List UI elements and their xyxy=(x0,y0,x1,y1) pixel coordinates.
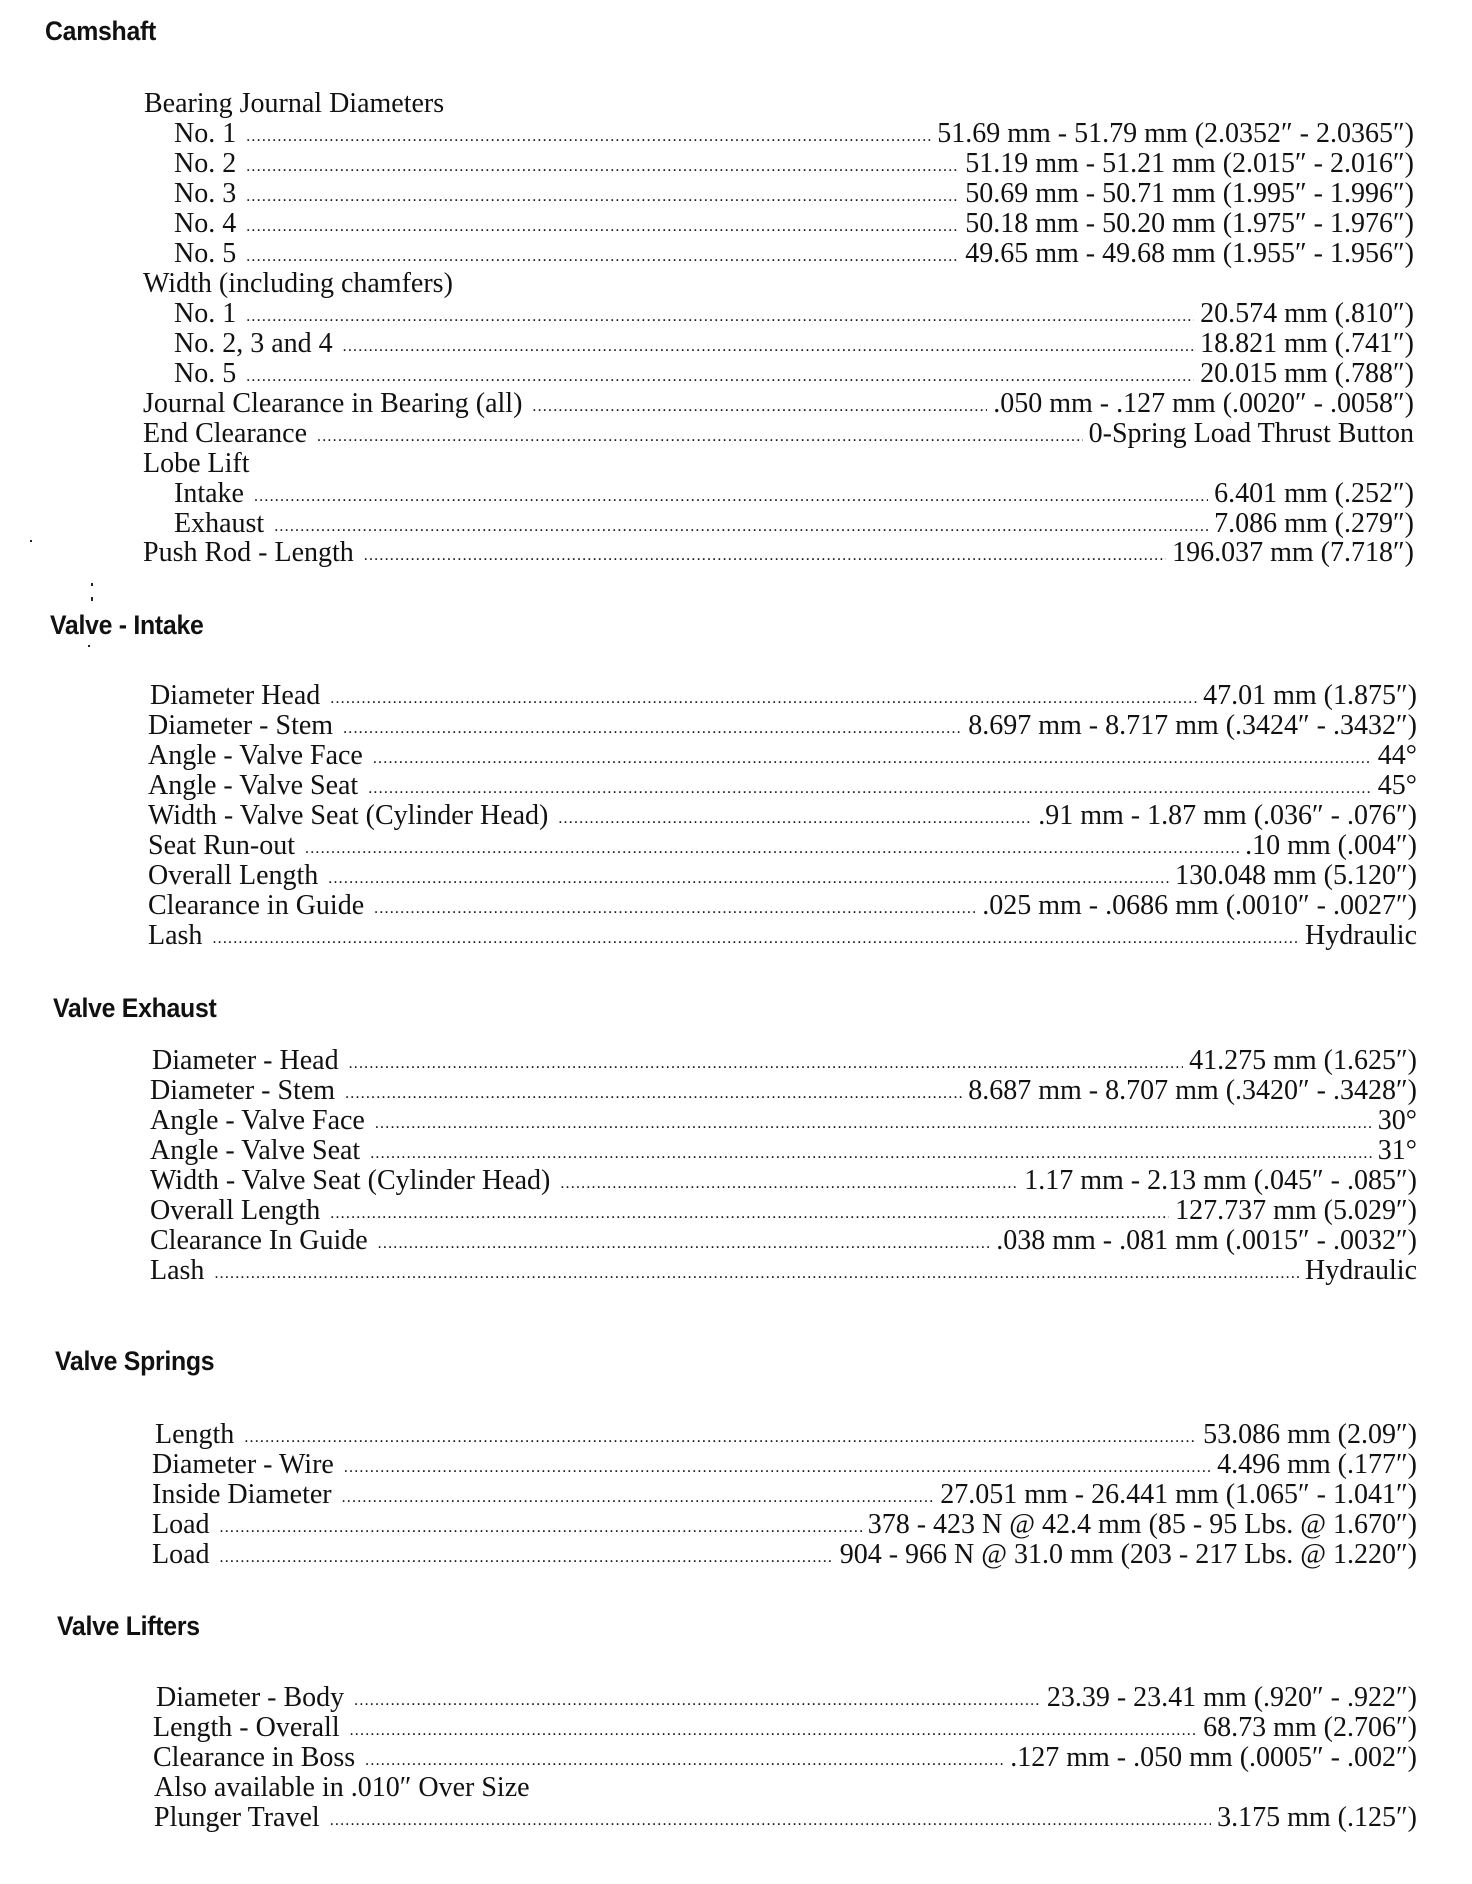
spec-row-intake-seat-runout xyxy=(148,831,1417,861)
spec-value: 31° xyxy=(1377,1135,1417,1166)
spec-value: 27.051 mm - 26.441 mm (1.065″ - 1.041″) xyxy=(940,1479,1417,1510)
spec-label: No. 1 xyxy=(174,298,237,329)
spec-value: 49.65 mm - 49.68 mm (1.955″ - 1.956″) xyxy=(965,238,1414,269)
dot-leader xyxy=(342,1483,935,1513)
spec-row-end-clearance xyxy=(143,419,1414,449)
dot-leader xyxy=(378,1229,991,1259)
spec-value: 68.73 mm (2.706″) xyxy=(1203,1712,1417,1743)
spec-row-springs-length xyxy=(155,1420,1417,1450)
spec-label: Angle - Valve Seat xyxy=(150,1135,361,1166)
spec-row-exhaust-angle-face xyxy=(150,1106,1417,1136)
spec-value: .127 mm - .050 mm (.0005″ - .002″) xyxy=(1010,1742,1417,1773)
dot-leader xyxy=(558,804,1032,834)
spec-label: Journal Clearance in Bearing (all) xyxy=(143,388,523,419)
spec-row-lobe-exhaust xyxy=(174,509,1414,539)
scan-speck xyxy=(91,583,93,586)
spec-row-intake-width-seat xyxy=(148,801,1417,831)
spec-label: End Clearance xyxy=(143,418,308,449)
spec-row-intake-diameter-stem xyxy=(148,711,1417,741)
spec-value: 3.175 mm (.125″) xyxy=(1217,1802,1417,1833)
spec-row-intake-clearance-guide xyxy=(148,891,1417,921)
dot-leader xyxy=(364,541,1166,571)
spec-row-bearing-no5 xyxy=(174,239,1414,269)
section-heading-valve-springs: Valve Springs xyxy=(55,1346,215,1376)
spec-value: 4.496 mm (.177″) xyxy=(1217,1449,1417,1480)
subheading-bearing-journal-diameters: Bearing Journal Diameters xyxy=(144,88,445,119)
spec-row-bearing-no2 xyxy=(174,149,1414,179)
dot-leader xyxy=(532,392,987,422)
spec-label: Angle - Valve Face xyxy=(150,1105,365,1136)
section-heading-valve-exhaust: Valve Exhaust xyxy=(53,993,217,1023)
spec-value: Hydraulic xyxy=(1305,1255,1417,1286)
lifters-oversize-note: Also available in .010″ Over Size xyxy=(154,1772,530,1803)
spec-label: Diameter - Stem xyxy=(150,1075,336,1106)
spec-label: Load xyxy=(152,1539,210,1570)
spec-label: Diameter - Head xyxy=(152,1045,339,1076)
spec-value: 53.086 mm (2.09″) xyxy=(1203,1419,1417,1450)
spec-value: 51.69 mm - 51.79 mm (2.0352″ - 2.0365″) xyxy=(937,118,1414,149)
spec-label: Push Rod - Length xyxy=(143,537,354,568)
dot-leader xyxy=(374,894,976,924)
spec-value: .10 mm (.004″) xyxy=(1245,830,1417,861)
spec-value: 47.01 mm (1.875″) xyxy=(1203,680,1417,711)
spec-row-lifters-length-overall xyxy=(153,1713,1417,1743)
scan-speck xyxy=(91,597,93,601)
spec-row-springs-diameter-wire xyxy=(152,1450,1417,1480)
spec-row-exhaust-width-seat xyxy=(150,1166,1417,1196)
spec-label: No. 3 xyxy=(174,178,237,209)
spec-row-intake-angle-face xyxy=(148,741,1417,771)
spec-row-width-no5 xyxy=(174,359,1414,389)
dot-leader xyxy=(246,302,1194,332)
spec-label: Width - Valve Seat (Cylinder Head) xyxy=(150,1165,551,1196)
spec-row-lifters-clearance-boss xyxy=(153,1743,1417,1773)
spec-value: 8.687 mm - 8.707 mm (.3420″ - .3428″) xyxy=(968,1075,1417,1106)
spec-value: 130.048 mm (5.120″) xyxy=(1175,860,1417,891)
spec-label: No. 5 xyxy=(174,358,237,389)
spec-row-springs-inside-diameter xyxy=(152,1480,1417,1510)
spec-label: Lash xyxy=(148,920,203,951)
dot-leader xyxy=(244,1423,1197,1453)
spec-label: Clearance in Boss xyxy=(153,1742,356,1773)
dot-leader xyxy=(220,1543,834,1573)
spec-label: Angle - Valve Seat xyxy=(148,770,359,801)
spec-value: 6.401 mm (.252″) xyxy=(1214,478,1414,509)
dot-leader xyxy=(343,332,1194,362)
dot-leader xyxy=(317,422,1083,452)
section-heading-valve-lifters: Valve Lifters xyxy=(57,1611,200,1641)
dot-leader xyxy=(246,152,959,182)
subheading-width: Width (including chamfers) xyxy=(143,268,453,299)
dot-leader xyxy=(305,834,1239,864)
spec-label: Diameter - Stem xyxy=(148,710,334,741)
spec-value: 378 - 423 N @ 42.4 mm (85 - 95 Lbs. @ 1.670″) xyxy=(867,1509,1417,1540)
spec-value: 30° xyxy=(1377,1105,1417,1136)
section-heading-camshaft: Camshaft xyxy=(45,16,156,46)
spec-row-width-no1 xyxy=(174,299,1414,329)
spec-label: Intake xyxy=(174,478,244,509)
spec-label: No. 2 xyxy=(174,148,237,179)
spec-value: 904 - 966 N @ 31.0 mm (203 - 217 Lbs. @ 1.220″) xyxy=(839,1539,1417,1570)
spec-label: Overall Length xyxy=(150,1195,321,1226)
spec-value: 8.697 mm - 8.717 mm (.3424″ - .3432″) xyxy=(968,710,1417,741)
dot-leader xyxy=(560,1169,1018,1199)
spec-row-bearing-no3 xyxy=(174,179,1414,209)
spec-label: Inside Diameter xyxy=(152,1479,332,1510)
spec-value: 18.821 mm (.741″) xyxy=(1200,328,1414,359)
spec-row-bearing-no1 xyxy=(174,119,1414,149)
spec-value: 51.19 mm - 51.21 mm (2.015″ - 2.016″) xyxy=(965,148,1414,179)
spec-value: Hydraulic xyxy=(1305,920,1417,951)
spec-label: Diameter - Body xyxy=(156,1682,345,1713)
spec-value: 20.015 mm (.788″) xyxy=(1200,358,1414,389)
spec-value: 7.086 mm (.279″) xyxy=(1214,508,1414,539)
spec-value: .038 mm - .081 mm (.0015″ - .0032″) xyxy=(996,1225,1417,1256)
dot-leader xyxy=(246,122,931,152)
spec-value: 20.574 mm (.810″) xyxy=(1200,298,1414,329)
spec-row-intake-angle-seat xyxy=(148,771,1417,801)
spec-label: Angle - Valve Face xyxy=(148,740,363,771)
section-heading-valve-intake: Valve - Intake xyxy=(50,610,204,640)
spec-row-exhaust-overall-length xyxy=(150,1196,1417,1226)
spec-label: Load xyxy=(152,1509,210,1540)
spec-label: Exhaust xyxy=(174,508,265,539)
dot-leader xyxy=(343,714,962,744)
spec-value: 0-Spring Load Thrust Button xyxy=(1088,418,1414,449)
spec-value: 44° xyxy=(1377,740,1417,771)
spec-label: No. 1 xyxy=(174,118,237,149)
spec-row-springs-load-2 xyxy=(152,1540,1417,1570)
spec-value: 45° xyxy=(1377,770,1417,801)
dot-leader xyxy=(373,744,1372,774)
dot-leader xyxy=(254,482,1208,512)
spec-row-bearing-no4 xyxy=(174,209,1414,239)
spec-label: Clearance in Guide xyxy=(148,890,365,921)
scan-speck xyxy=(88,645,90,647)
spec-label: No. 5 xyxy=(174,238,237,269)
spec-value: .050 mm - .127 mm (.0020″ - .0058″) xyxy=(993,388,1414,419)
spec-value: 1.17 mm - 2.13 mm (.045″ - .085″) xyxy=(1024,1165,1417,1196)
dot-leader xyxy=(214,1259,1299,1289)
spec-row-exhaust-diameter-stem xyxy=(150,1076,1417,1106)
spec-row-exhaust-lash xyxy=(150,1256,1417,1286)
spec-row-lifters-plunger-travel xyxy=(154,1803,1417,1833)
spec-value: 23.39 - 23.41 mm (.920″ - .922″) xyxy=(1046,1682,1417,1713)
spec-label: No. 4 xyxy=(174,208,237,239)
spec-label: Diameter - Wire xyxy=(152,1449,334,1480)
dot-leader xyxy=(246,212,959,242)
spec-label: Width - Valve Seat (Cylinder Head) xyxy=(148,800,549,831)
spec-value: 41.275 mm (1.625″) xyxy=(1189,1045,1417,1076)
spec-row-intake-lash xyxy=(148,921,1417,951)
spec-label: Diameter Head xyxy=(150,680,321,711)
spec-row-springs-load-1 xyxy=(152,1510,1417,1540)
spec-row-push-rod-length xyxy=(143,538,1414,568)
spec-value: 196.037 mm (7.718″) xyxy=(1172,537,1414,568)
dot-leader xyxy=(330,1806,1211,1836)
spec-row-exhaust-angle-seat xyxy=(150,1136,1417,1166)
spec-row-intake-overall-length xyxy=(148,861,1417,891)
spec-value: .025 mm - .0686 mm (.0010″ - .0027″) xyxy=(982,890,1417,921)
spec-label: Clearance In Guide xyxy=(150,1225,368,1256)
dot-leader xyxy=(354,1686,1041,1716)
spec-label: Length xyxy=(155,1419,235,1450)
spec-value: .91 mm - 1.87 mm (.036″ - .076″) xyxy=(1038,800,1417,831)
spec-row-journal-clearance xyxy=(143,389,1414,419)
spec-row-intake-diameter-head xyxy=(150,681,1417,711)
dot-leader xyxy=(246,182,959,212)
spec-value: 127.737 mm (5.029″) xyxy=(1175,1195,1417,1226)
dot-leader xyxy=(212,924,1299,954)
spec-label: Seat Run-out xyxy=(148,830,295,861)
spec-row-lobe-intake xyxy=(174,479,1414,509)
spec-label: Lash xyxy=(150,1255,205,1286)
dot-leader xyxy=(220,1513,862,1543)
dot-leader xyxy=(375,1109,1372,1139)
spec-value: 50.69 mm - 50.71 mm (1.995″ - 1.996″) xyxy=(965,178,1414,209)
spec-label: Length - Overall xyxy=(153,1712,340,1743)
spec-row-exhaust-diameter-head xyxy=(152,1046,1417,1076)
spec-value: 50.18 mm - 50.20 mm (1.975″ - 1.976″) xyxy=(965,208,1414,239)
spec-row-width-no234 xyxy=(174,329,1414,359)
spec-row-lifters-diameter-body xyxy=(156,1683,1417,1713)
scan-speck xyxy=(30,540,32,542)
spec-label: Overall Length xyxy=(148,860,319,891)
subheading-lobe-lift: Lobe Lift xyxy=(143,448,250,479)
spec-label: Plunger Travel xyxy=(154,1802,320,1833)
spec-label: No. 2, 3 and 4 xyxy=(174,328,333,359)
dot-leader xyxy=(345,1079,962,1109)
spec-row-exhaust-clearance-guide xyxy=(150,1226,1417,1256)
